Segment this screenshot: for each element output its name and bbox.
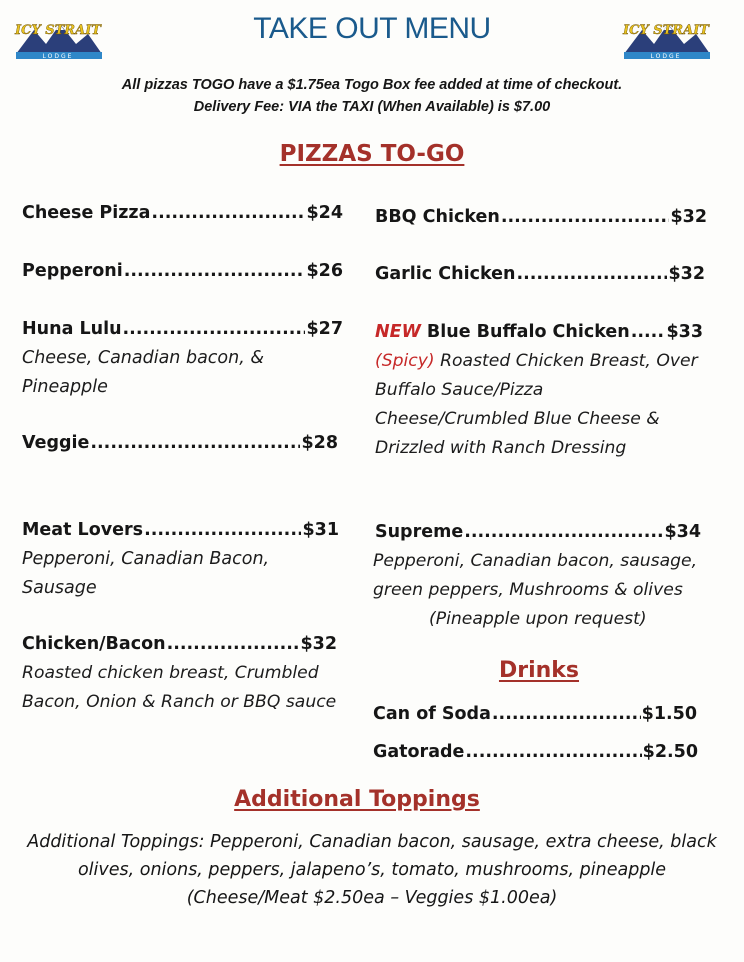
menu-item-blue-buffalo-chicken — [375, 322, 703, 342]
svg-text:ICY STRAIT: ICY STRAIT — [623, 23, 709, 38]
item-name: Cheese Pizza — [22, 203, 151, 223]
item-name: Huna Lulu — [22, 319, 122, 339]
toppings-heading: Additional Toppings — [234, 787, 480, 812]
item-name: Garlic Chicken — [375, 264, 516, 284]
toppings-description: Additional Toppings: Pepperoni, Canadian bacon, sausage, extra cheese, black olives, onions, peppers, jalapeno’s, tomato, mushrooms, pineapple (Cheese/Meat $2.50ea – Veggies $1.00ea) — [27, 832, 717, 908]
item-price: $32 — [668, 264, 705, 284]
menu-item-pepperoni — [22, 261, 343, 281]
item-price: $32 — [670, 207, 707, 227]
item-price: $2.50 — [642, 742, 698, 762]
svg-text:ICY STRAIT: ICY STRAIT — [15, 23, 101, 38]
blue-buffalo-description: (Spicy) Roasted Chicken Breast, Over Buffalo Sauce/Pizza Cheese/Crumbled Blue Cheese & Drizzled with Ranch Dressing — [375, 351, 698, 458]
item-price: $28 — [301, 433, 338, 453]
item-name: Can of Soda — [373, 704, 491, 724]
drinks-heading: Drinks — [498, 658, 580, 683]
item-name: Blue Buffalo Chicken — [426, 322, 630, 342]
item-price: $24 — [306, 203, 343, 223]
spicy-label: (Spicy) — [375, 351, 435, 371]
menu-item-huna-lulu — [22, 319, 343, 339]
menu-item-veggie — [22, 433, 338, 453]
menu-item-bbq-chicken — [375, 207, 707, 227]
menu-item-cheese-pizza — [22, 203, 343, 223]
huna-lulu-description: Cheese, Canadian bacon, & Pineapple — [22, 348, 264, 397]
svg-text:LODGE: LODGE — [42, 53, 74, 60]
svg-text:LODGE: LODGE — [650, 53, 682, 60]
item-price: $27 — [306, 319, 343, 339]
new-badge: NEW — [375, 322, 421, 342]
item-price: $26 — [306, 261, 343, 281]
menu-item-supreme — [375, 522, 701, 542]
item-name: Chicken/Bacon — [22, 634, 166, 654]
item-price: $31 — [302, 520, 339, 540]
pizzas-heading: PIZZAS TO-GO — [279, 141, 465, 167]
delivery-fee-notice: Delivery Fee: VIA the TAXI (When Available) is $7.00 — [193, 99, 551, 115]
togo-fee-notice: All pizzas TOGO have a $1.75ea Togo Box fee added at time of checkout. — [121, 77, 623, 93]
meat-lovers-description: Pepperoni, Canadian Bacon, Sausage — [22, 549, 270, 598]
item-name: Gatorade — [373, 742, 465, 762]
item-name: Pepperoni — [22, 261, 123, 281]
item-name: Meat Lovers — [22, 520, 144, 540]
menu-item-meat-lovers — [22, 520, 339, 540]
item-price: $32 — [300, 634, 337, 654]
menu-item-chicken-bacon — [22, 634, 337, 654]
supreme-description: Pepperoni, Canadian bacon, sausage, green peppers, Mushrooms & olives (Pineapple upon request) — [373, 551, 698, 629]
item-price: $34 — [664, 522, 701, 542]
item-price: $33 — [666, 322, 703, 342]
menu-title: TAKE OUT MENU — [253, 12, 491, 45]
item-name: BBQ Chicken — [375, 207, 500, 227]
chicken-bacon-description: Roasted chicken breast, Crumbled Bacon, Onion & Ranch or BBQ sauce — [22, 663, 337, 712]
menu-item-gatorade — [373, 742, 698, 762]
item-price: $1.50 — [641, 704, 697, 724]
menu-item-garlic-chicken — [375, 264, 705, 284]
item-name: Veggie — [22, 433, 90, 453]
menu-item-can-of-soda — [373, 704, 697, 724]
item-name: Supreme — [375, 522, 464, 542]
